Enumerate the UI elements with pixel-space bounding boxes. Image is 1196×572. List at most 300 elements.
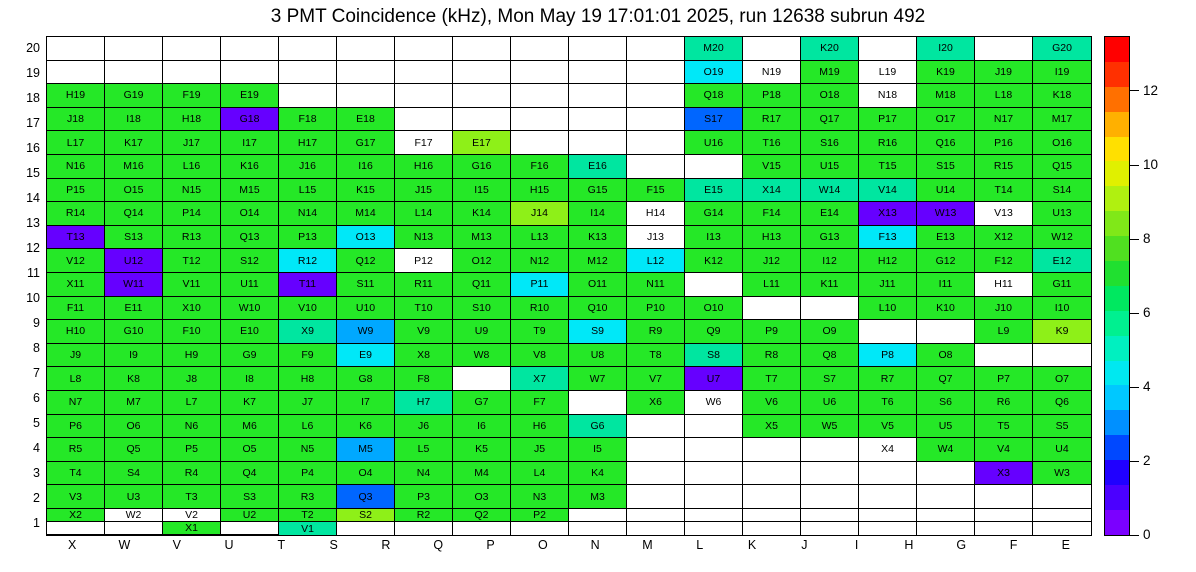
y-axis-tick-label: 12 xyxy=(26,241,40,255)
heatmap-cell: K5 xyxy=(453,438,511,462)
heatmap-cell: R5 xyxy=(47,438,105,462)
heatmap-cell: Q14 xyxy=(105,202,163,226)
heatmap-cell: J10 xyxy=(975,297,1033,321)
colorbar-segment xyxy=(1105,361,1129,386)
colorbar-segment xyxy=(1105,311,1129,336)
heatmap-cell: I12 xyxy=(801,249,859,273)
heatmap-cell: U9 xyxy=(453,320,511,344)
heatmap-cell-empty xyxy=(569,391,627,415)
heatmap-cell: M5 xyxy=(337,438,395,462)
colorbar-tick-mark xyxy=(1130,90,1139,91)
heatmap-cell: P9 xyxy=(743,320,801,344)
heatmap-cell: Q13 xyxy=(221,226,279,250)
heatmap-cell: X8 xyxy=(395,344,453,368)
heatmap-cell: T2 xyxy=(279,509,337,522)
x-axis-tick-label: H xyxy=(904,538,914,552)
heatmap-cell: W8 xyxy=(453,344,511,368)
colorbar-segment xyxy=(1105,510,1129,535)
y-axis-tick-label: 20 xyxy=(26,41,40,55)
heatmap-cell: K6 xyxy=(337,415,395,439)
y-axis-tick-label: 10 xyxy=(26,291,40,305)
heatmap-cell: X12 xyxy=(975,226,1033,250)
heatmap-cell: U7 xyxy=(685,367,743,391)
heatmap-cell: T8 xyxy=(627,344,685,368)
colorbar-tick-label xyxy=(1130,379,1151,394)
heatmap-cell-empty xyxy=(453,84,511,108)
heatmap-cell: S15 xyxy=(917,155,975,179)
heatmap-cell-empty xyxy=(975,37,1033,61)
heatmap-cell: M14 xyxy=(337,202,395,226)
colorbar-tick-label xyxy=(1130,157,1158,172)
heatmap-cell: E14 xyxy=(801,202,859,226)
colorbar-tick-value: 4 xyxy=(1143,378,1151,394)
heatmap-cell-empty xyxy=(47,61,105,85)
heatmap-cell: Q15 xyxy=(1033,155,1091,179)
colorbar-segment xyxy=(1105,211,1129,236)
heatmap-cell-empty xyxy=(859,485,917,509)
heatmap-cell: E19 xyxy=(221,84,279,108)
heatmap-cell-empty xyxy=(569,509,627,522)
heatmap-cell: O4 xyxy=(337,462,395,486)
heatmap-cell: K8 xyxy=(105,367,163,391)
heatmap-cell: H16 xyxy=(395,155,453,179)
heatmap-cell: R11 xyxy=(395,273,453,297)
heatmap-cell: U3 xyxy=(105,485,163,509)
heatmap-cell-empty xyxy=(801,509,859,522)
heatmap-cell: Q12 xyxy=(337,249,395,273)
heatmap-plot-area xyxy=(46,36,1092,536)
heatmap-cell: J11 xyxy=(859,273,917,297)
heatmap-cell-empty xyxy=(859,509,917,522)
heatmap-cell: L9 xyxy=(975,320,1033,344)
heatmap-cell-empty xyxy=(685,438,743,462)
colorbar-segment xyxy=(1105,112,1129,137)
heatmap-cell: P13 xyxy=(279,226,337,250)
heatmap-cell: I20 xyxy=(917,37,975,61)
heatmap-cell-empty xyxy=(859,37,917,61)
x-axis-tick-label: S xyxy=(329,538,338,552)
x-axis-tick-label: G xyxy=(956,538,967,552)
heatmap-cell: R6 xyxy=(975,391,1033,415)
heatmap-cell: J8 xyxy=(163,367,221,391)
heatmap-cell-empty xyxy=(395,37,453,61)
heatmap-cell: I18 xyxy=(105,108,163,132)
heatmap-cell: R15 xyxy=(975,155,1033,179)
colorbar-segment xyxy=(1105,161,1129,186)
heatmap-cell-empty xyxy=(801,297,859,321)
heatmap-cell-empty xyxy=(801,522,859,535)
heatmap-cell: U8 xyxy=(569,344,627,368)
heatmap-cell: X3 xyxy=(975,462,1033,486)
heatmap-cell-empty xyxy=(859,522,917,535)
heatmap-cell: T4 xyxy=(47,462,105,486)
heatmap-cell: L19 xyxy=(859,61,917,85)
heatmap-cell: X9 xyxy=(279,320,337,344)
heatmap-cell: L16 xyxy=(163,155,221,179)
heatmap-cell-empty xyxy=(917,509,975,522)
heatmap-cell: J16 xyxy=(279,155,337,179)
heatmap-cell: W9 xyxy=(337,320,395,344)
heatmap-cell: P3 xyxy=(395,485,453,509)
heatmap-cell: G7 xyxy=(453,391,511,415)
heatmap-cell-empty xyxy=(105,522,163,535)
colorbar-tick-value: 6 xyxy=(1143,304,1151,320)
heatmap-cell: K14 xyxy=(453,202,511,226)
heatmap-cell: W6 xyxy=(685,391,743,415)
heatmap-cell: L15 xyxy=(279,179,337,203)
heatmap-cell: I17 xyxy=(221,131,279,155)
colorbar xyxy=(1104,36,1130,536)
heatmap-cell: V1 xyxy=(279,522,337,535)
heatmap-cell-empty xyxy=(221,61,279,85)
heatmap-cell: V13 xyxy=(975,202,1033,226)
heatmap-cell-empty xyxy=(337,84,395,108)
x-axis-tick-label: I xyxy=(854,538,859,552)
heatmap-cell: W3 xyxy=(1033,462,1091,486)
y-axis-tick-label: 18 xyxy=(26,91,40,105)
heatmap-cell: O11 xyxy=(569,273,627,297)
heatmap-cell: F15 xyxy=(627,179,685,203)
x-axis-tick-label: Q xyxy=(433,538,444,552)
heatmap-cell: O17 xyxy=(917,108,975,132)
heatmap-cell: S17 xyxy=(685,108,743,132)
heatmap-cell: I16 xyxy=(337,155,395,179)
heatmap-cell-empty xyxy=(569,84,627,108)
heatmap-cell: K10 xyxy=(917,297,975,321)
heatmap-cell: U11 xyxy=(221,273,279,297)
heatmap-cell: X7 xyxy=(511,367,569,391)
heatmap-cell: O7 xyxy=(1033,367,1091,391)
heatmap-cell: W4 xyxy=(917,438,975,462)
heatmap-cell: E9 xyxy=(337,344,395,368)
heatmap-cell: S8 xyxy=(685,344,743,368)
heatmap-cell-empty xyxy=(685,155,743,179)
colorbar-tick-label xyxy=(1130,305,1151,320)
heatmap-cell: O6 xyxy=(105,415,163,439)
heatmap-cell: H9 xyxy=(163,344,221,368)
heatmap-cell-empty xyxy=(975,509,1033,522)
heatmap-cell: S5 xyxy=(1033,415,1091,439)
heatmap-cell: W7 xyxy=(569,367,627,391)
heatmap-cell: I10 xyxy=(1033,297,1091,321)
heatmap-cell-empty xyxy=(801,438,859,462)
heatmap-cell: M15 xyxy=(221,179,279,203)
x-axis-tick-label: M xyxy=(642,538,653,552)
heatmap-cell: F10 xyxy=(163,320,221,344)
heatmap-cell: N16 xyxy=(47,155,105,179)
heatmap-cell: R9 xyxy=(627,320,685,344)
heatmap-cell-empty xyxy=(395,108,453,132)
heatmap-cell: M17 xyxy=(1033,108,1091,132)
heatmap-cell: I14 xyxy=(569,202,627,226)
heatmap-cell: W12 xyxy=(1033,226,1091,250)
heatmap-cell-empty xyxy=(627,462,685,486)
heatmap-cell: X11 xyxy=(47,273,105,297)
heatmap-cell: U6 xyxy=(801,391,859,415)
heatmap-cell: W13 xyxy=(917,202,975,226)
heatmap-cell: Q6 xyxy=(1033,391,1091,415)
heatmap-cell: R7 xyxy=(859,367,917,391)
heatmap-cell: X1 xyxy=(163,522,221,535)
heatmap-cell-empty xyxy=(279,84,337,108)
y-axis-tick-label: 3 xyxy=(33,466,40,480)
heatmap-cell: R14 xyxy=(47,202,105,226)
heatmap-cell: H10 xyxy=(47,320,105,344)
heatmap-cell: E18 xyxy=(337,108,395,132)
heatmap-cell-empty xyxy=(859,462,917,486)
heatmap-cell: K16 xyxy=(221,155,279,179)
heatmap-cell: V4 xyxy=(975,438,1033,462)
colorbar-segment xyxy=(1105,435,1129,460)
colorbar-tick-value: 2 xyxy=(1143,452,1151,468)
heatmap-cell: R8 xyxy=(743,344,801,368)
heatmap-cell: E13 xyxy=(917,226,975,250)
colorbar-tick-mark xyxy=(1130,461,1139,462)
heatmap-cell: V7 xyxy=(627,367,685,391)
heatmap-cell: N18 xyxy=(859,84,917,108)
heatmap-cell: X14 xyxy=(743,179,801,203)
heatmap-cell-empty xyxy=(105,37,163,61)
heatmap-cell-empty xyxy=(453,61,511,85)
heatmap-cell: O8 xyxy=(917,344,975,368)
heatmap-cell: U12 xyxy=(105,249,163,273)
heatmap-cell: P16 xyxy=(975,131,1033,155)
heatmap-cell: H8 xyxy=(279,367,337,391)
colorbar-segment xyxy=(1105,186,1129,211)
heatmap-cell: T14 xyxy=(975,179,1033,203)
heatmap-cell-empty xyxy=(685,462,743,486)
heatmap-cell: L8 xyxy=(47,367,105,391)
heatmap-cell-empty xyxy=(569,108,627,132)
heatmap-cell: T15 xyxy=(859,155,917,179)
heatmap-cell: F17 xyxy=(395,131,453,155)
heatmap-cell-empty xyxy=(47,522,105,535)
colorbar-tick-value: 0 xyxy=(1143,527,1151,542)
y-axis-tick-label: 15 xyxy=(26,166,40,180)
heatmap-cell: I7 xyxy=(337,391,395,415)
heatmap-cell: E11 xyxy=(105,297,163,321)
heatmap-cell: J9 xyxy=(47,344,105,368)
heatmap-cell: N6 xyxy=(163,415,221,439)
heatmap-cell-empty xyxy=(163,61,221,85)
heatmap-cell: O19 xyxy=(685,61,743,85)
y-axis-tick-label: 11 xyxy=(27,266,40,280)
heatmap-cell: K15 xyxy=(337,179,395,203)
heatmap-cell: L12 xyxy=(627,249,685,273)
heatmap-cell: G18 xyxy=(221,108,279,132)
y-axis-tick-label: 14 xyxy=(26,191,40,205)
heatmap-cell: Q9 xyxy=(685,320,743,344)
heatmap-cell: N15 xyxy=(163,179,221,203)
heatmap-cell-empty xyxy=(743,509,801,522)
heatmap-cell: Q11 xyxy=(453,273,511,297)
heatmap-cell: Q8 xyxy=(801,344,859,368)
heatmap-cell: H17 xyxy=(279,131,337,155)
heatmap-cell: M6 xyxy=(221,415,279,439)
heatmap-cell: U14 xyxy=(917,179,975,203)
heatmap-cell: P18 xyxy=(743,84,801,108)
y-axis-tick-label: 13 xyxy=(26,216,40,230)
heatmap-cell: V9 xyxy=(395,320,453,344)
y-axis-tick-label: 5 xyxy=(33,416,40,430)
heatmap-cell: M18 xyxy=(917,84,975,108)
heatmap-cell: Q4 xyxy=(221,462,279,486)
heatmap-cell: F14 xyxy=(743,202,801,226)
heatmap-cell: S16 xyxy=(801,131,859,155)
colorbar-tick-label xyxy=(1130,231,1151,246)
heatmap-cell: S11 xyxy=(337,273,395,297)
heatmap-cell: J5 xyxy=(511,438,569,462)
heatmap-cell: F8 xyxy=(395,367,453,391)
heatmap-cell: T9 xyxy=(511,320,569,344)
heatmap-cell: I13 xyxy=(685,226,743,250)
heatmap-cell-empty xyxy=(511,131,569,155)
heatmap-cell-empty xyxy=(395,61,453,85)
heatmap-cell-empty xyxy=(627,155,685,179)
heatmap-cell-empty xyxy=(221,522,279,535)
heatmap-cell-empty xyxy=(163,37,221,61)
colorbar-segment xyxy=(1105,385,1129,410)
heatmap-cell: G16 xyxy=(453,155,511,179)
heatmap-cell: J15 xyxy=(395,179,453,203)
heatmap-cell: O16 xyxy=(1033,131,1091,155)
colorbar-segment xyxy=(1105,410,1129,435)
x-axis-tick-label: R xyxy=(381,538,391,552)
heatmap-cell: W5 xyxy=(801,415,859,439)
heatmap-cell: P17 xyxy=(859,108,917,132)
heatmap-cell: V2 xyxy=(163,509,221,522)
heatmap-cell: V8 xyxy=(511,344,569,368)
heatmap-cell-empty xyxy=(627,485,685,509)
heatmap-cell: K13 xyxy=(569,226,627,250)
y-axis-tick-label: 9 xyxy=(33,316,40,330)
heatmap-cell: M3 xyxy=(569,485,627,509)
heatmap-cell: P14 xyxy=(163,202,221,226)
heatmap-cell: X13 xyxy=(859,202,917,226)
heatmap-cell-empty xyxy=(1033,522,1091,535)
heatmap-cell: O9 xyxy=(801,320,859,344)
heatmap-cell: O3 xyxy=(453,485,511,509)
heatmap-cell: P7 xyxy=(975,367,1033,391)
heatmap-cell: Q2 xyxy=(453,509,511,522)
heatmap-cell: T6 xyxy=(859,391,917,415)
heatmap-cell: F11 xyxy=(47,297,105,321)
x-axis-tick-label: K xyxy=(747,538,757,552)
heatmap-cell: P10 xyxy=(627,297,685,321)
heatmap-cell-empty xyxy=(801,462,859,486)
heatmap-cell-empty xyxy=(627,438,685,462)
colorbar-tick-value: 12 xyxy=(1143,82,1159,98)
heatmap-cell: I8 xyxy=(221,367,279,391)
heatmap-cell-empty xyxy=(685,509,743,522)
heatmap-cell: T5 xyxy=(975,415,1033,439)
y-axis-tick-label: 8 xyxy=(33,341,40,355)
heatmap-cell-empty xyxy=(743,462,801,486)
heatmap-cell: P5 xyxy=(163,438,221,462)
heatmap-cell: G14 xyxy=(685,202,743,226)
heatmap-cell: V15 xyxy=(743,155,801,179)
heatmap-cell-empty xyxy=(801,485,859,509)
heatmap-cell: S2 xyxy=(337,509,395,522)
x-axis-tick-label: F xyxy=(1009,538,1018,552)
heatmap-cell-empty xyxy=(627,61,685,85)
x-axis-tick-label: V xyxy=(172,538,181,552)
heatmap-cell: V10 xyxy=(279,297,337,321)
colorbar-tick-label xyxy=(1130,453,1151,468)
heatmap-cell: S10 xyxy=(453,297,511,321)
heatmap-cell-empty xyxy=(569,131,627,155)
heatmap-cell: F7 xyxy=(511,391,569,415)
heatmap-cell-empty xyxy=(743,37,801,61)
heatmap-cell: I15 xyxy=(453,179,511,203)
colorbar-tick-mark xyxy=(1130,313,1139,314)
y-axis-tick-label: 6 xyxy=(33,391,40,405)
heatmap-cell-empty xyxy=(627,522,685,535)
y-axis-tick-label: 7 xyxy=(33,366,40,380)
heatmap-cell: S6 xyxy=(917,391,975,415)
heatmap-cell: X4 xyxy=(859,438,917,462)
page-title: 3 PMT Coincidence (kHz), Mon May 19 17:01:01 2025, run 12638 subrun 492 xyxy=(270,6,926,27)
heatmap-cell: P11 xyxy=(511,273,569,297)
heatmap-cell: F13 xyxy=(859,226,917,250)
y-axis-tick-label: 19 xyxy=(26,66,40,80)
heatmap-cell: E10 xyxy=(221,320,279,344)
heatmap-cell: W2 xyxy=(105,509,163,522)
heatmap-cell: O14 xyxy=(221,202,279,226)
x-axis-tick-label: W xyxy=(118,538,131,552)
heatmap-cell: I11 xyxy=(917,273,975,297)
x-axis-tick-label: X xyxy=(67,538,77,552)
heatmap-cell: J13 xyxy=(627,226,685,250)
heatmap-cell-empty xyxy=(685,273,743,297)
heatmap-cell: E17 xyxy=(453,131,511,155)
heatmap-cell: M4 xyxy=(453,462,511,486)
heatmap-cell: K19 xyxy=(917,61,975,85)
y-axis-tick-label: 17 xyxy=(26,116,40,130)
heatmap-cell: E12 xyxy=(1033,249,1091,273)
heatmap-cell: F18 xyxy=(279,108,337,132)
heatmap-cell: N13 xyxy=(395,226,453,250)
heatmap-cell-empty xyxy=(511,522,569,535)
heatmap-cell-empty xyxy=(569,522,627,535)
heatmap-cell: S12 xyxy=(221,249,279,273)
heatmap-cell-empty xyxy=(1033,344,1091,368)
heatmap-cell-empty xyxy=(917,522,975,535)
heatmap-cell-empty xyxy=(279,37,337,61)
heatmap-cell: H11 xyxy=(975,273,1033,297)
heatmap-cell: P6 xyxy=(47,415,105,439)
heatmap-cell: H19 xyxy=(47,84,105,108)
heatmap-cell: I9 xyxy=(105,344,163,368)
colorbar-segment xyxy=(1105,236,1129,261)
heatmap-cell: T10 xyxy=(395,297,453,321)
heatmap-cell: N5 xyxy=(279,438,337,462)
heatmap-cell: L10 xyxy=(859,297,917,321)
heatmap-cell: W11 xyxy=(105,273,163,297)
heatmap-cell: R12 xyxy=(279,249,337,273)
heatmap-cell: V12 xyxy=(47,249,105,273)
heatmap-cell-empty xyxy=(1033,485,1091,509)
y-axis-tick-label: 2 xyxy=(33,491,40,505)
heatmap-cell: N17 xyxy=(975,108,1033,132)
heatmap-cell: F19 xyxy=(163,84,221,108)
heatmap-cell: T16 xyxy=(743,131,801,155)
heatmap-cell-empty xyxy=(1033,509,1091,522)
heatmap-cell: V14 xyxy=(859,179,917,203)
heatmap-cell: N3 xyxy=(511,485,569,509)
heatmap-cell: S14 xyxy=(1033,179,1091,203)
heatmap-cell: R2 xyxy=(395,509,453,522)
